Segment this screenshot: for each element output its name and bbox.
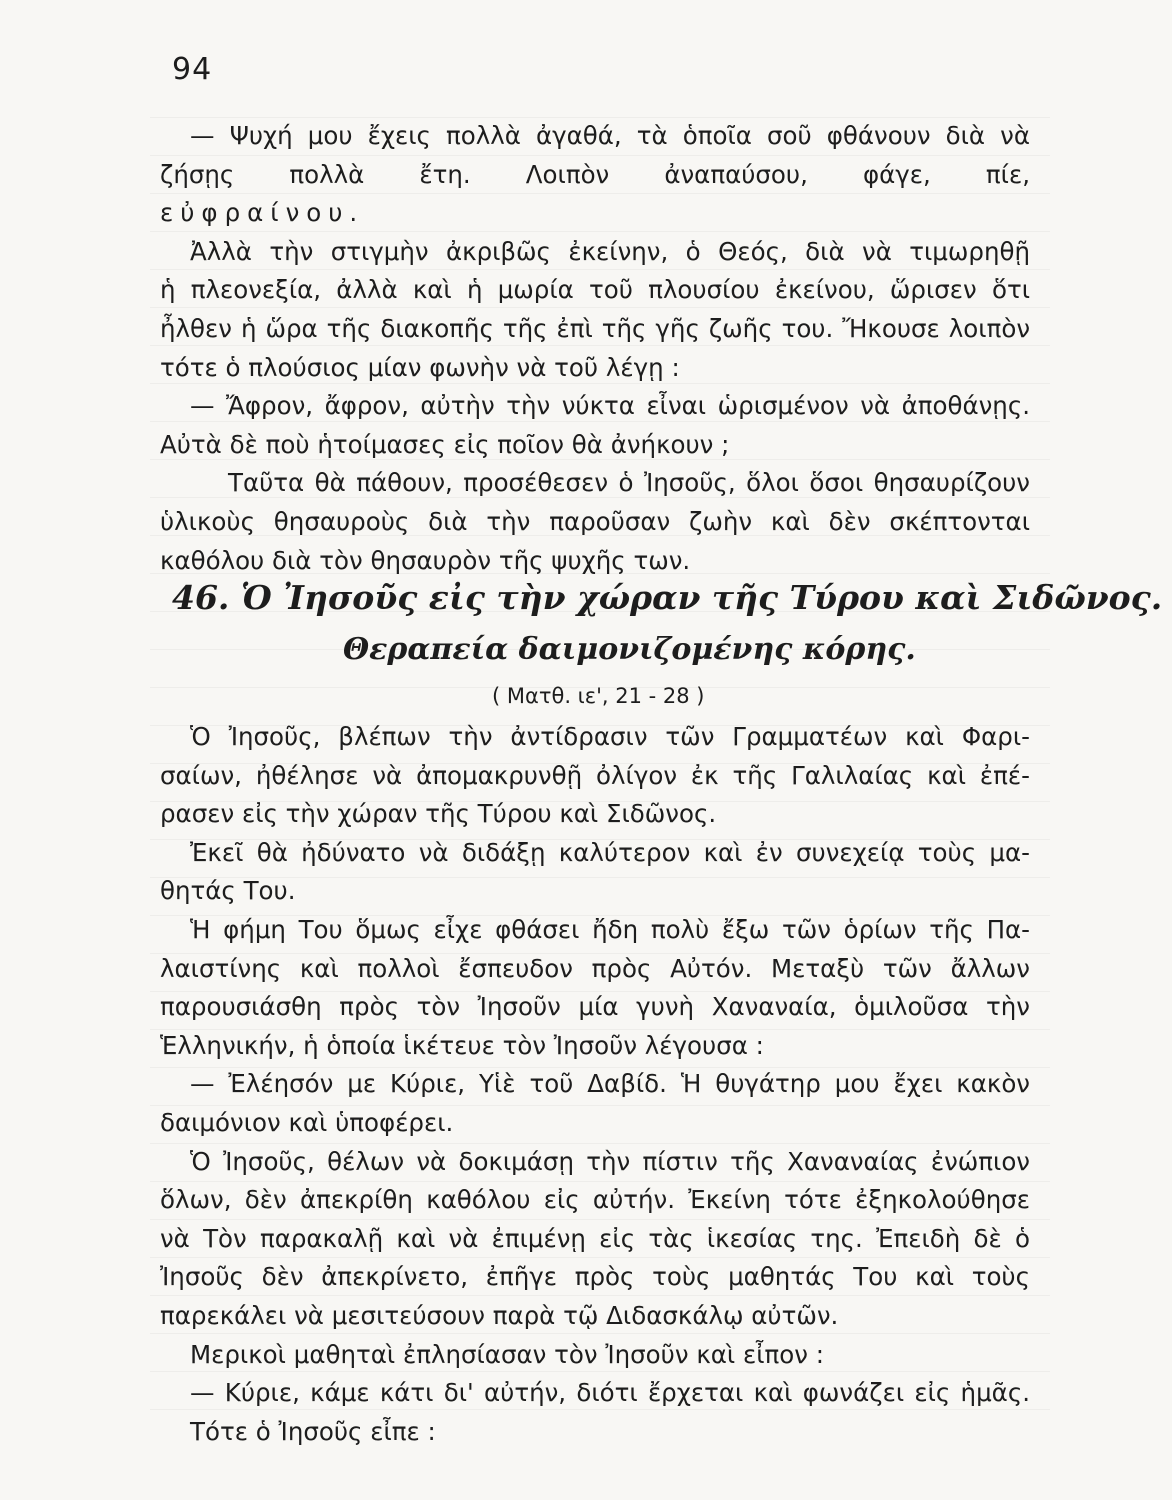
- text-line: Ἡ φήμη Του ὅμως εἶχε φθάσει ἤδη πολὺ ἔξω τῶν ὁρίων τῆς Πα-: [190, 914, 1030, 944]
- text-line: Ἐκεῖ θὰ ἠδύνατο νὰ διδάξῃ καλύτερον καὶ ἐν συνεχείᾳ τοὺς μα-: [190, 837, 1030, 867]
- text-line: δαιμόνιον καὶ ὑποφέρει.: [160, 1107, 454, 1137]
- text-line: ὅλων, δὲν ἀπεκρίθη καθόλου εἰς αὐτήν. Ἐκείνη τότε ἐξηκολούθησε: [160, 1185, 1030, 1215]
- text-line: παρεκάλει νὰ μεσιτεύσουν παρὰ τῷ Διδασκάλῳ αὐτῶν.: [160, 1300, 839, 1330]
- text-line: Μερικοὶ μαθηταὶ ἐπλησίασαν τὸν Ἰησοῦν καὶ εἶπον :: [190, 1339, 824, 1369]
- text-line: ρασεν εἰς τὴν χώραν τῆς Τύρου καὶ Σιδῶνος.: [160, 799, 717, 829]
- page-number: 94: [172, 52, 213, 87]
- text-line: Τότε ὁ Ἰησοῦς εἶπε :: [190, 1416, 436, 1446]
- text-line: καθόλου διὰ τὸν θησαυρὸν τῆς ψυχῆς των.: [160, 545, 691, 575]
- text-line: λαιστίνης καὶ πολλοὶ ἔσπευδον πρὸς Αὐτόν. Μεταξὺ τῶν ἄλλων: [160, 953, 1030, 983]
- section-heading: 46. Ὁ Ἰησοῦς εἰς τὴν χώραν τῆς Τύρου καὶ Σιδῶνος.: [172, 578, 1163, 617]
- text-line: τότε ὁ πλούσιος μίαν φωνὴν νὰ τοῦ λέγῃ :: [160, 352, 680, 382]
- scripture-reference: ( Ματθ. ιε', 21 - 28 ): [492, 684, 705, 708]
- text-line: εὐφραίνου.: [160, 198, 365, 228]
- text-line: — Ψυχή μου ἔχεις πολλὰ ἀγαθά, τὰ ὁποῖα σοῦ φθάνουν διὰ νὰ: [190, 121, 1030, 150]
- text-line: ζήσῃς πολλὰ ἔτη. Λοιπὸν ἀναπαύσου, φάγε, πίε,: [160, 159, 1030, 189]
- text-line: Ὁ Ἰησοῦς, βλέπων τὴν ἀντίδρασιν τῶν Γραμματέων καὶ Φαρι-: [190, 722, 1030, 751]
- text-line: ἡ πλεονεξία, ἀλλὰ καὶ ἡ μωρία τοῦ πλουσίου ἐκείνου, ὥρισεν ὅτι: [160, 275, 1030, 305]
- text-line: — Ἐλέησόν με Κύριε, Υἱὲ τοῦ Δαβίδ. Ἡ θυγάτηρ μου ἔχει κακὸν: [190, 1069, 1030, 1099]
- text-block-top: [160, 117, 1030, 580]
- text-line: θητάς Του.: [160, 876, 296, 906]
- text-line: Αὐτὰ δὲ ποὺ ἡτοίμασες εἰς ποῖον θὰ ἀνήκουν ;: [160, 429, 730, 459]
- text-line: — Ἄφρον, ἄφρον, αὐτὴν τὴν νύκτα εἶναι ὡρισμένον νὰ ἀποθάνῃς.: [190, 391, 1030, 421]
- text-line: νὰ Τὸν παρακαλῇ καὶ νὰ ἐπιμένῃ εἰς τὰς ἱκεσίας της. Ἐπειδὴ δὲ ὁ: [160, 1223, 1030, 1253]
- text-line: ὑλικοὺς θησαυροὺς διὰ τὴν παροῦσαν ζωὴν καὶ δὲν σκέπτονται: [160, 506, 1030, 536]
- text-line: Ἀλλὰ τὴν στιγμὴν ἀκριβῶς ἐκείνην, ὁ Θεός, διὰ νὰ τιμωρηθῇ: [190, 236, 1030, 266]
- text-line: Ἰησοῦς δὲν ἀπεκρίνετο, ἐπῆγε πρὸς τοὺς μαθητάς Του καὶ τοὺς: [160, 1262, 1030, 1292]
- section-subheading: Θεραπεία δαιμονιζομένης κόρης.: [343, 632, 916, 667]
- text-line: σαίων, ἠθέλησε νὰ ἀπομακρυνθῇ ὀλίγον ἐκ τῆς Γαλιλαίας καὶ ἐπέ-: [160, 760, 1030, 790]
- text-line: Ἑλληνικήν, ἡ ὁποία ἱκέτευε τὸν Ἰησοῦν λέγουσα :: [160, 1030, 764, 1060]
- text-block-bottom: [160, 718, 1030, 1451]
- text-line: παρουσιάσθη πρὸς τὸν Ἰησοῦν μία γυνὴ Χαναναία, ὁμιλοῦσα τὴν: [160, 992, 1030, 1022]
- text-line: — Κύριε, κάμε κάτι δι' αὐτήν, διότι ἔρχεται καὶ φωνάζει εἰς ἡμᾶς.: [190, 1378, 1030, 1408]
- text-line: Ταῦτα θὰ πάθουν, προσέθεσεν ὁ Ἰησοῦς, ὅλοι ὅσοι θησαυρίζουν: [228, 468, 1030, 498]
- text-line: Ὁ Ἰησοῦς, θέλων νὰ δοκιμάσῃ τὴν πίστιν τῆς Χαναναίας ἐνώπιον: [190, 1146, 1030, 1176]
- text-line: ἦλθεν ἡ ὥρα τῆς διακοπῆς τῆς ἐπὶ τῆς γῆς ζωῆς του. Ἤκουσε λοιπὸν: [160, 313, 1030, 343]
